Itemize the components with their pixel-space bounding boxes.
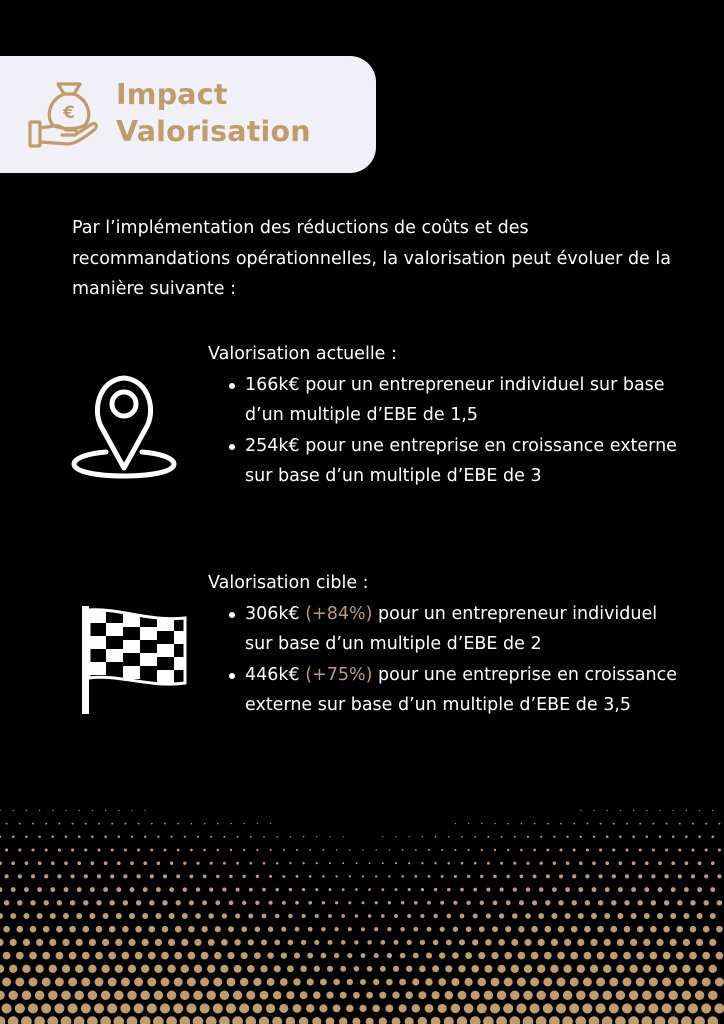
map-pin-icon bbox=[70, 372, 178, 480]
list-item-value: 446k€ bbox=[245, 664, 300, 685]
bullet-icon bbox=[229, 383, 235, 389]
target-valuation-list bbox=[208, 599, 678, 721]
page-title bbox=[116, 76, 311, 150]
list-item bbox=[208, 431, 678, 492]
bullet-icon bbox=[229, 673, 235, 679]
title-line-1: Impact bbox=[116, 78, 228, 111]
current-valuation-list bbox=[208, 370, 678, 492]
list-item bbox=[208, 660, 678, 721]
list-item bbox=[208, 599, 678, 660]
title-line-2: Valorisation bbox=[116, 115, 311, 148]
list-item-change: (+84%) bbox=[305, 603, 373, 624]
target-valuation-section bbox=[208, 568, 678, 721]
list-item-change: (+75%) bbox=[305, 664, 373, 685]
list-item-text: pour une entreprise en croissance externe sur base d’un multiple d’EBE de 3,5 bbox=[245, 664, 677, 715]
current-valuation-heading: Valorisation actuelle : bbox=[208, 344, 397, 364]
title-card bbox=[0, 56, 376, 173]
bullet-icon bbox=[229, 612, 235, 618]
checkered-flag-icon bbox=[80, 604, 188, 716]
list-item-text: pour un entrepreneur individuel sur base d’un multiple d’EBE de 2 bbox=[245, 603, 658, 654]
list-item bbox=[208, 370, 678, 431]
halftone-dots-decoration bbox=[0, 780, 724, 1024]
list-item-text: 166k€ pour un entrepreneur individuel sur base d’un multiple d’EBE de 1,5 bbox=[245, 374, 665, 425]
svg-text:€: € bbox=[63, 103, 75, 123]
bullet-icon bbox=[229, 444, 235, 450]
money-bag-hand-icon bbox=[28, 80, 102, 152]
list-item-text: 254k€ pour une entreprise en croissance externe sur base d’un multiple d’EBE de 3 bbox=[245, 435, 677, 486]
intro-paragraph: Par l’implémentation des réductions de coûts et des recommandations opérationnelles, la valorisation peut évoluer de la manière suivante : bbox=[72, 218, 671, 299]
list-item-value: 306k€ bbox=[245, 603, 300, 624]
target-valuation-heading: Valorisation cible : bbox=[208, 573, 369, 593]
current-valuation-section bbox=[208, 339, 678, 492]
